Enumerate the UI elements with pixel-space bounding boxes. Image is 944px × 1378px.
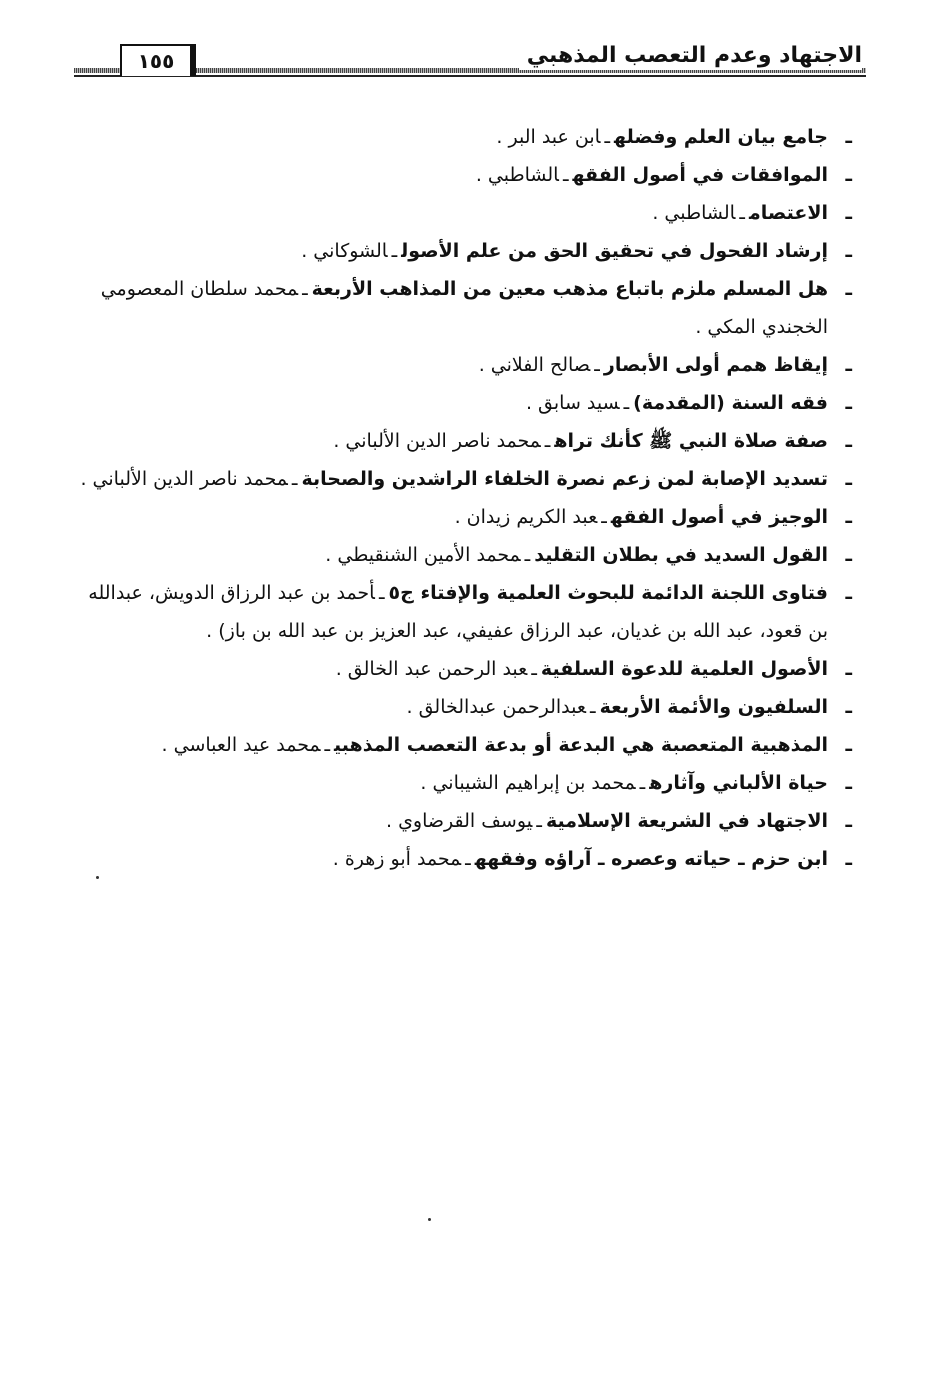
reference-author: محمد عيد العباسي .	[161, 734, 321, 756]
reference-author: محمد بن إبراهيم الشيباني .	[420, 772, 636, 794]
reference-separator: ـ	[739, 202, 745, 224]
reference-item	[72, 384, 852, 422]
reference-separator: ـ	[601, 506, 607, 528]
reference-item	[72, 156, 852, 194]
print-speck	[96, 876, 99, 879]
reference-separator: ـ	[604, 126, 611, 148]
reference-item	[72, 650, 852, 688]
reference-separator: ـ	[639, 772, 646, 794]
reference-title: صفة صلاة النبي ﷺ كأنك تراه	[554, 430, 828, 452]
reference-item	[72, 764, 852, 802]
reference-item	[72, 460, 852, 498]
page-number: ١٥٥	[120, 44, 196, 76]
reference-list	[72, 118, 852, 878]
reference-title: فقه السنة (المقدمة)	[633, 392, 828, 414]
reference-author: الشاطبي .	[652, 202, 736, 224]
print-speck	[428, 1218, 431, 1221]
reference-item	[72, 726, 852, 764]
reference-author: محمد سلطان المعصومي الخجندي المكي .	[100, 278, 828, 338]
reference-author: محمد الأمين الشنقيطي .	[325, 544, 521, 566]
reference-separator: ـ	[562, 164, 569, 186]
reference-title: المذهبية المتعصبة هي البدعة أو بدعة التعصب المذهبي	[334, 734, 828, 756]
reference-author: عبد الرحمن عبد الخالق .	[335, 658, 528, 680]
reference-title: إرشاد الفحول في تحقيق الحق من علم الأصول	[401, 240, 828, 262]
reference-author: عبد الكريم زيدان .	[454, 506, 598, 528]
reference-item	[72, 270, 852, 346]
reference-item	[72, 232, 852, 270]
reference-title: تسديد الإصابة لمن زعم نصرة الخلفاء الراشدين والصحابة	[301, 468, 828, 490]
reference-author: محمد أبو زهرة .	[332, 848, 462, 870]
reference-author: أحمد بن عبد الرزاق الدويش، عبدالله بن قعود، عبد الله بن غديان، عبد الرزاق عفيفي، عبد العزيز بن عبد الله بن باز) .	[88, 582, 828, 642]
reference-item	[72, 840, 852, 878]
reference-separator: ـ	[465, 848, 471, 870]
reference-separator: ـ	[536, 810, 542, 832]
reference-item	[72, 118, 852, 156]
reference-author: يوسف القرضاوي .	[385, 810, 533, 832]
reference-title: الاعتصام	[748, 202, 828, 224]
reference-separator: ـ	[302, 278, 308, 300]
reference-item	[72, 422, 852, 460]
reference-title: الوجيز في أصول الفقه	[610, 506, 828, 528]
reference-separator: ـ	[531, 658, 537, 680]
page-header	[74, 40, 866, 86]
reference-title: حياة الألباني وآثاره	[649, 772, 828, 794]
reference-author: صالح الفلاني .	[478, 354, 591, 376]
reference-title: فتاوى اللجنة الدائمة للبحوث العلمية والإفتاء ج٥	[388, 582, 828, 604]
reference-author: محمد ناصر الدين الألباني .	[333, 430, 541, 452]
reference-separator: ـ	[324, 734, 331, 756]
reference-title: هل المسلم ملزم باتباع مذهب معين من المذاهب الأربعة	[311, 278, 828, 300]
reference-separator: ـ	[378, 582, 385, 604]
reference-item	[72, 574, 852, 650]
reference-separator: ـ	[594, 354, 600, 376]
reference-author: عبدالرحمن عبدالخالق .	[406, 696, 587, 718]
reference-author: محمد ناصر الدين الألباني .	[80, 468, 288, 490]
reference-author: الشاطبي .	[475, 164, 559, 186]
reference-title: جامع بيان العلم وفضله	[614, 126, 828, 148]
reference-title: السلفيون والأئمة الأربعة	[599, 696, 828, 718]
running-title: الاجتهاد وعدم التعصب المذهبي	[519, 42, 862, 70]
reference-separator: ـ	[590, 696, 596, 718]
reference-item	[72, 346, 852, 384]
reference-author: الشوكاني .	[301, 240, 388, 262]
reference-item	[72, 194, 852, 232]
reference-item	[72, 802, 852, 840]
reference-separator: ـ	[623, 392, 630, 414]
reference-title: الأصول العلمية للدعوة السلفية	[540, 658, 828, 680]
reference-title: ابن حزم ـ حياته وعصره ـ آراؤه وفقهه	[474, 848, 828, 870]
reference-author: ابن عبد البر .	[496, 126, 601, 148]
reference-separator: ـ	[291, 468, 298, 490]
reference-title: القول السديد في بطلان التقليد	[534, 544, 828, 566]
reference-title: الاجتهاد في الشريعة الإسلامية	[545, 810, 828, 832]
reference-item	[72, 536, 852, 574]
reference-item	[72, 498, 852, 536]
reference-author: سيد سابق .	[525, 392, 620, 414]
reference-item	[72, 688, 852, 726]
reference-separator: ـ	[524, 544, 531, 566]
reference-title: الموافقات في أصول الفقه	[572, 164, 828, 186]
reference-separator: ـ	[544, 430, 551, 452]
reference-title: إيقاظ همم أولى الأبصار	[603, 354, 828, 376]
reference-separator: ـ	[391, 240, 398, 262]
